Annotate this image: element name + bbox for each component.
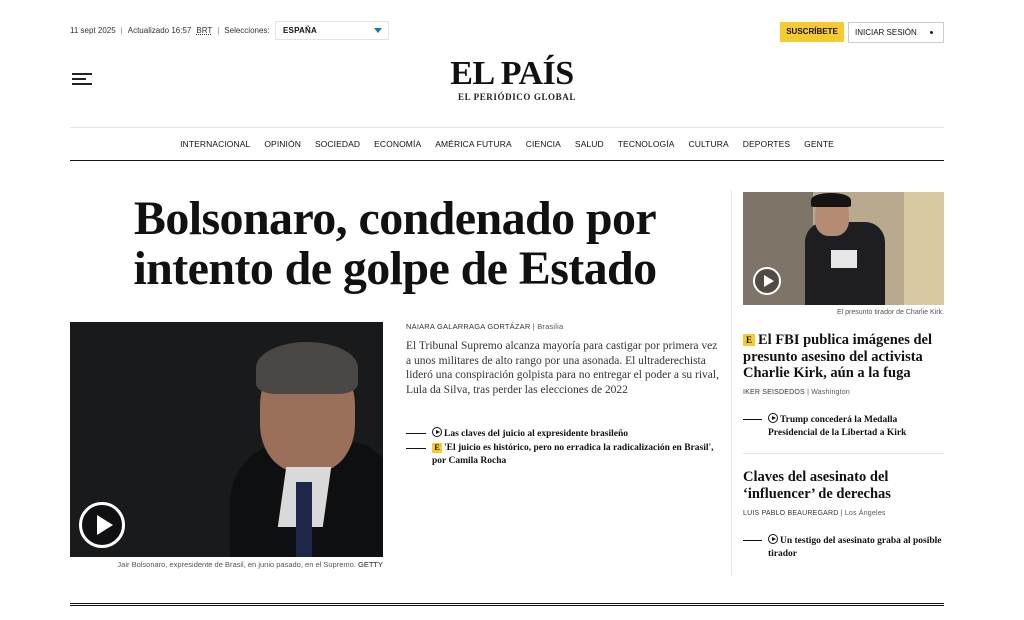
dash [406, 448, 426, 449]
side-related-link[interactable] [743, 413, 944, 440]
caption-text: Jair Bolsonaro, expresidente de Brasil, en junio pasado, en el Supremo. [117, 560, 356, 569]
login-label: INICIAR SESIÓN [855, 28, 917, 37]
nav-item-tecnologia[interactable]: TECNOLOGÍA [617, 139, 675, 149]
dash [406, 433, 426, 434]
subscribe-button[interactable]: SUSCRÍBETE [780, 22, 844, 42]
location: Brasilia [537, 322, 564, 331]
current-date: 11 sept 2025 [70, 26, 116, 35]
chevron-down-icon [374, 28, 382, 33]
related-text: Un testigo del asesinato graba al posible tirador [768, 536, 942, 559]
nav-item-opinion[interactable]: OPINIÓN [264, 139, 301, 149]
author-link[interactable]: LUIS PABLO BEAUREGARD [743, 510, 839, 517]
dash [743, 540, 762, 541]
updated-time: Actualizado 16:57 [127, 26, 192, 35]
author-link[interactable]: NAIARA GALARRAGA GORTÁZAR [406, 322, 531, 331]
main-byline: NAIARA GALARRAGA GORTÁZAR | Brasilia [406, 322, 564, 331]
top-bar [70, 22, 944, 42]
edition-select[interactable] [275, 21, 389, 40]
play-icon[interactable] [79, 502, 125, 548]
author-link[interactable]: IKER SEISDEDOS [743, 389, 805, 396]
main-headline[interactable]: Bolsonaro, condenado por intento de golpe de Estado [133, 192, 657, 295]
nav-item-salud[interactable]: SALUD [574, 139, 604, 149]
section-nav [70, 127, 944, 161]
divider [743, 453, 944, 454]
site-logo[interactable] [0, 57, 1024, 102]
side-story-title[interactable]: Claves del asesinato del ‘influencer’ de derechas [743, 469, 891, 502]
main-summary: El Tribunal Supremo alcanza mayoría para castigar por primera vez a unos militares de alto rango por una asonada. El ultraderechista lideró una conspiración golpista para no entregar el poder a su rival, Lula da Silva, tras perder las elecciones de 2022 [406, 340, 719, 396]
nav-item-america-futura[interactable]: AMÉRICA FUTURA [435, 139, 512, 149]
edition-label: Selecciones: [224, 26, 270, 35]
side-byline: IKER SEISDEDOS | Washington [743, 389, 850, 396]
side-related-link[interactable] [743, 534, 944, 561]
related-text: Las claves del juicio al expresidente brasileño [444, 429, 629, 439]
side-photo-caption: El presunto tirador de Charlie Kirk. [837, 309, 944, 316]
caption-credit: GETTY [357, 560, 383, 569]
column-divider [731, 190, 732, 575]
play-icon [768, 413, 778, 423]
login-button[interactable] [848, 22, 944, 43]
play-icon [768, 534, 778, 544]
nav-item-economia[interactable]: ECONOMÍA [374, 139, 422, 149]
related-link[interactable] [406, 442, 720, 468]
main-photo[interactable] [70, 322, 383, 557]
play-icon[interactable] [753, 267, 781, 295]
opinion-badge-icon: E [432, 443, 442, 453]
side-photo[interactable] [743, 192, 944, 305]
nav-item-ciencia[interactable]: CIENCIA [525, 139, 561, 149]
side-story-title-text: El FBI publica imágenes del presunto asesino del activista Charlie Kirk, aún a la fuga [743, 332, 933, 381]
nav-item-internacional[interactable]: INTERNACIONAL [180, 139, 251, 149]
nav-item-cultura[interactable]: CULTURA [688, 139, 729, 149]
related-link[interactable] [406, 427, 720, 441]
timezone-abbr[interactable]: BRT [196, 26, 213, 35]
photo-caption [70, 560, 383, 569]
side-story-title[interactable] [743, 332, 944, 382]
nav-item-sociedad[interactable]: SOCIEDAD [314, 139, 361, 149]
logo-name: EL PAÍS [450, 55, 574, 92]
dash [743, 419, 762, 420]
nav-item-deportes[interactable]: DEPORTES [742, 139, 791, 149]
related-text: Trump concederá la Medalla Presidencial de la Libertad a Kirk [768, 415, 907, 438]
related-text: 'El juicio es histórico, pero no erradica la radicalización en Brasil', por Camila Rocha [432, 443, 714, 466]
separator: | [120, 26, 123, 35]
location: Washington [811, 389, 850, 396]
dot-icon [930, 31, 933, 34]
separator: | [217, 26, 220, 35]
date-meta [70, 26, 270, 35]
play-icon [432, 427, 442, 437]
section-divider [70, 603, 944, 606]
side-byline: LUIS PABLO BEAUREGARD | Los Ángeles [743, 510, 886, 517]
edition-value: ESPAÑA [283, 26, 317, 35]
logo-tagline: EL PERIÓDICO GLOBAL [458, 92, 576, 102]
location: Los Ángeles [844, 510, 886, 517]
opinion-badge-icon: E [743, 334, 755, 346]
nav-item-gente[interactable]: GENTE [804, 139, 834, 149]
